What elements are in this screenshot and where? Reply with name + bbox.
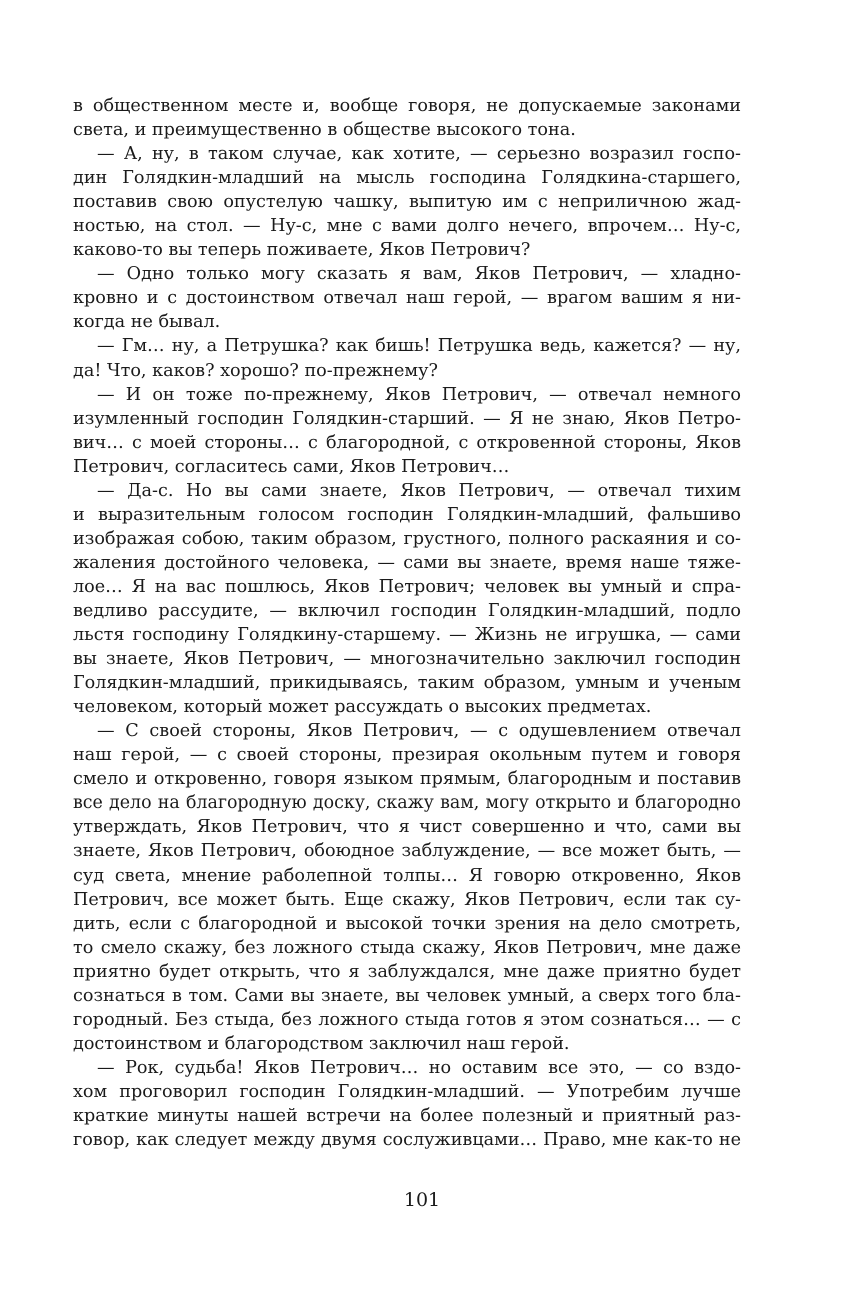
text-line: вич… с моей стороны… с благородной, с откровенной стороны, Яков <box>73 432 741 453</box>
text-line: сознаться в том. Сами вы знаете, вы человек умный, а сверх того бла- <box>73 985 741 1006</box>
text-line: изображая собою, таким образом, грустного, полного раскаяния и со- <box>73 528 741 549</box>
text-line: — Одно только могу сказать я вам, Яков Петрович, — хладно- <box>97 264 741 285</box>
text-line: суд света, мнение раболепной толпы… Я говорю откровенно, Яков <box>73 865 741 886</box>
paragraph <box>73 334 741 382</box>
text-line: то смело скажу, без ложного стыда скажу, Яков Петрович, мне даже <box>73 937 741 958</box>
text-line: в общественном месте и, вообще говоря, не допускаемые законами <box>73 96 741 116</box>
text-line: наш герой, — с своей стороны, презирая окольным путем и говоря <box>73 745 741 766</box>
text-line: знаете, Яков Петрович, обоюдное заблуждение, — все может быть, — <box>73 841 741 862</box>
paragraph <box>73 479 741 719</box>
text-line: хом проговорил господин Голядкин-младший. — Употребим лучше <box>73 1081 741 1102</box>
text-line: — С своей стороны, Яков Петрович, — с одушевлением отвечал <box>97 721 741 742</box>
text-line: — Гм… ну, а Петрушка? как бишь! Петрушка ведь, кажется? — ну, <box>97 336 741 357</box>
text-line: когда не бывал. <box>73 312 221 333</box>
text-line: ведливо рассудите, — включил господин Голядкин-младший, подло <box>73 600 741 621</box>
page-number: 101 <box>403 1189 441 1211</box>
paragraph <box>73 1056 741 1152</box>
text-line: городный. Без стыда, без ложного стыда готов я этом сознаться… — с <box>73 1009 741 1030</box>
text-line: смело и откровенно, говоря языком прямым, благородным и поставив <box>73 769 741 790</box>
text-line: дин Голядкин-младший на мысль господина Голядкина-старшего, <box>73 168 741 189</box>
text-line: человеком, который может рассуждать о высоких предметах. <box>73 697 652 718</box>
text-line: кровно и с достоинством отвечал наш герой, — врагом вашим я ни- <box>73 288 741 309</box>
text-line: Петрович, все может быть. Еще скажу, Яков Петрович, если так су- <box>73 889 741 910</box>
text-line: — Рок, судьба! Яков Петрович… но оставим все это, — со вздо- <box>97 1057 741 1078</box>
paragraph <box>73 262 741 334</box>
paragraph <box>73 383 741 479</box>
text-line: приятно будет открыть, что я заблуждался, мне даже приятно будет <box>73 961 741 982</box>
body-text <box>73 94 741 1152</box>
text-line: краткие минуты нашей встречи на более полезный и приятный раз- <box>73 1105 741 1126</box>
text-line: лое… Я на вас пошлюсь, Яков Петрович; человек вы умный и спра- <box>73 576 741 597</box>
text-line: каково-то вы теперь поживаете, Яков Петрович? <box>73 240 531 261</box>
paragraph <box>73 719 741 1056</box>
text-line: да! Что, каков? хорошо? по-прежнему? <box>73 360 438 381</box>
paragraph <box>73 142 741 262</box>
text-line: вы знаете, Яков Петрович, — многозначительно заключил господин <box>73 649 741 670</box>
text-line: ностью, на стол. — Ну-с, мне с вами долго нечего, впрочем… Ну-с, <box>73 216 741 237</box>
text-line: изумленный господин Голядкин-старший. — Я не знаю, Яков Петро- <box>73 408 741 429</box>
text-line: говор, как следует между двумя сослуживцами… Право, мне как-то не <box>73 1130 741 1151</box>
text-line: все дело на благородную доску, скажу вам, могу открыто и благородно <box>73 793 741 814</box>
text-line: света, и преимущественно в обществе высокого тона. <box>73 120 576 141</box>
text-line: жаления достойного человека, — сами вы знаете, время наше тяже- <box>73 552 741 573</box>
text-line: дить, если с благородной и высокой точки зрения на дело смотреть, <box>73 913 741 934</box>
text-line: — Да-с. Но вы сами знаете, Яков Петрович, — отвечал тихим <box>97 480 741 501</box>
text-line: поставив свою опустелую чашку, выпитую им с неприличною жад- <box>73 192 741 213</box>
paragraph <box>73 94 741 142</box>
text-line: льстя господину Голядкину-старшему. — Жизнь не игрушка, — сами <box>73 625 741 646</box>
text-line: достоинством и благородством заключил наш герой. <box>73 1033 570 1054</box>
text-line: — А, ну, в таком случае, как хотите, — серьезно возразил госпо- <box>97 144 741 165</box>
text-line: утверждать, Яков Петрович, что я чист совершенно и что, сами вы <box>73 817 741 838</box>
text-line: Голядкин-младший, прикидываясь, таким образом, умным и ученым <box>73 673 741 694</box>
text-line: и выразительным голосом господин Голядкин-младший, фальшиво <box>73 504 741 525</box>
text-line: — И он тоже по-прежнему, Яков Петрович, — отвечал немного <box>97 384 741 405</box>
text-line: Петрович, согласитесь сами, Яков Петрович… <box>73 456 510 477</box>
